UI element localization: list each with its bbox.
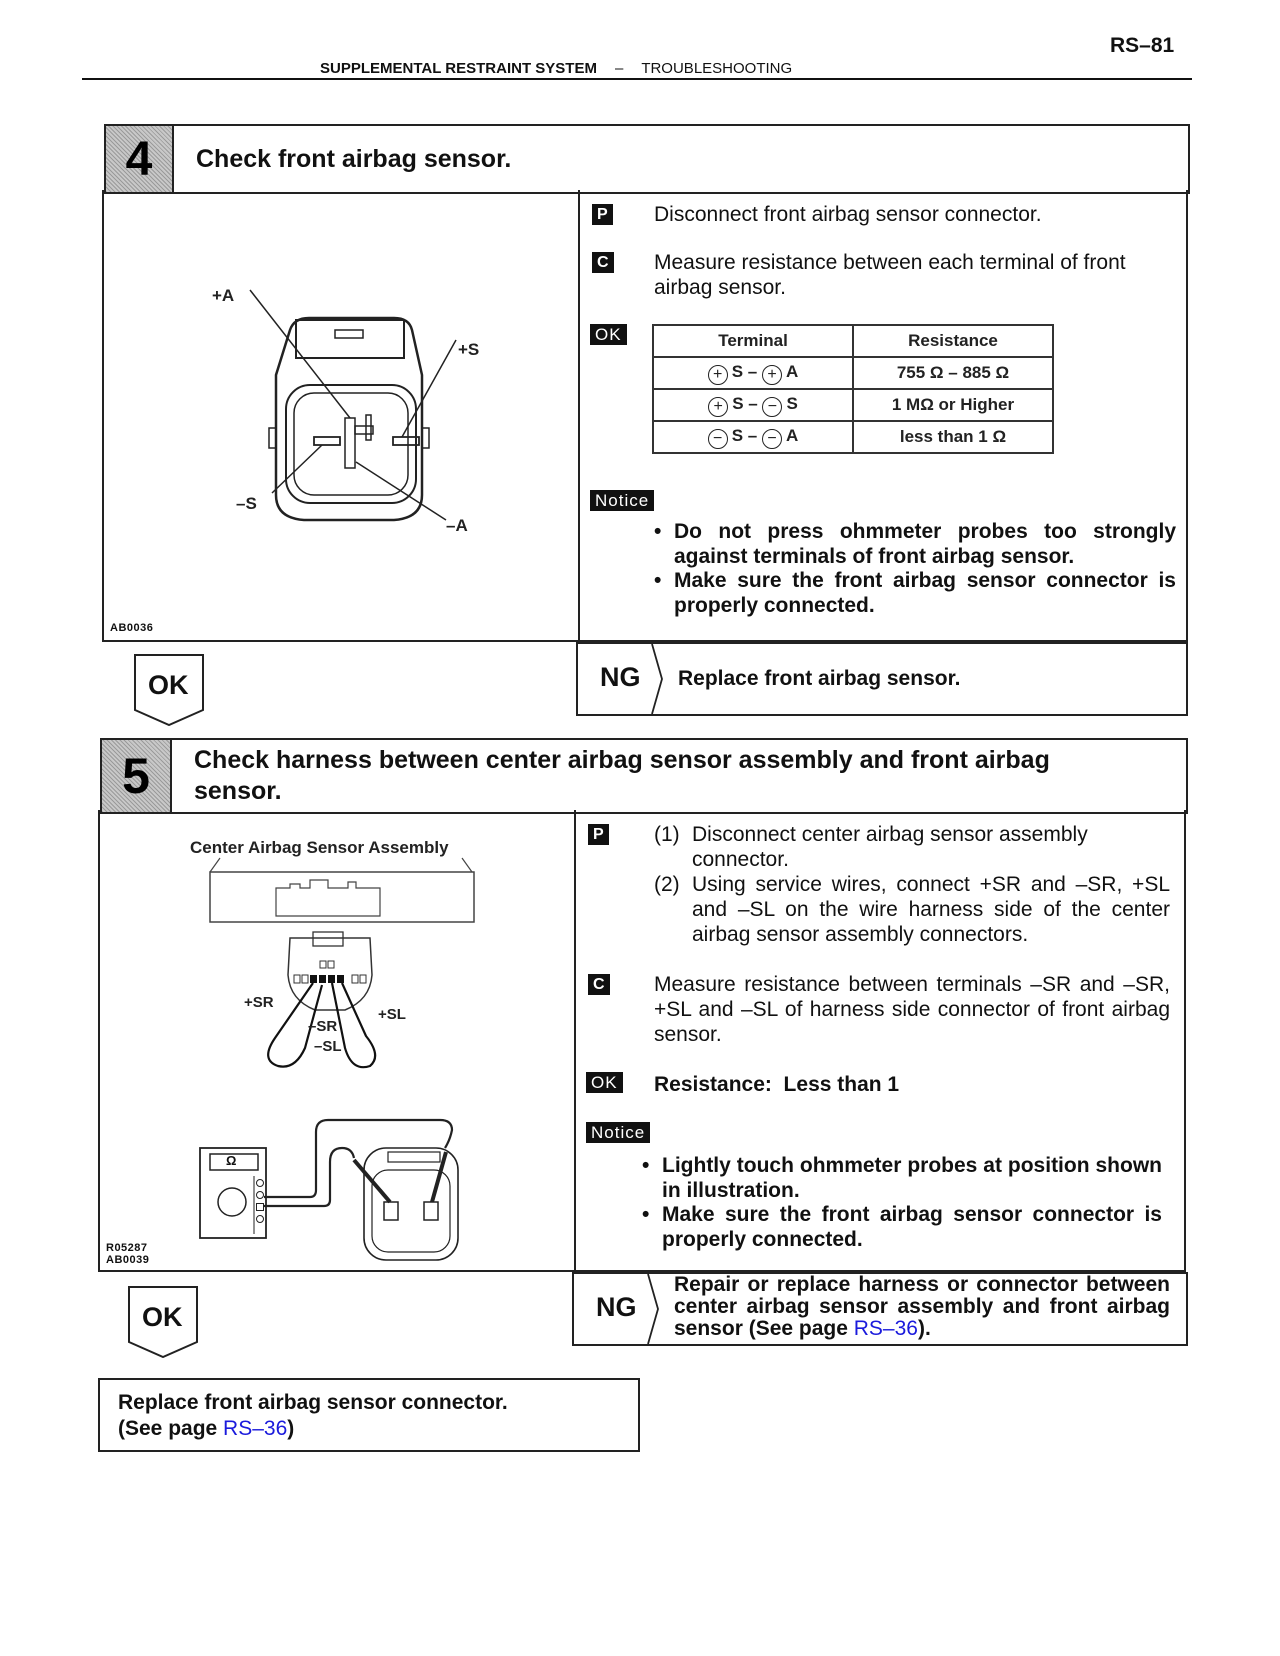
ng-action-end: ). xyxy=(917,1317,931,1340)
page-number: RS–81 xyxy=(1110,34,1175,57)
final-action-line1: Replace front airbag sensor connector. xyxy=(118,1391,508,1414)
ng-action-text: Repair or replace harness or connector between center airbag sensor assembly and front airbag sensor (See page xyxy=(674,1273,1170,1340)
ok-tag: OK xyxy=(586,1072,623,1093)
step4-number xyxy=(106,126,174,192)
ok-tag: OK xyxy=(590,324,627,345)
prep-item-text: Using service wires, connect +SR and –SR, +SL and –SL on the wire harness side of the center airbag sensor assembly connectors. xyxy=(692,873,1170,946)
step4-title-bar xyxy=(104,124,1190,194)
notice-item: • Lightly touch ohmmeter probes at position shown in illustration. xyxy=(640,1154,1162,1203)
figure-caption: Center Airbag Sensor Assembly xyxy=(190,838,449,857)
terminal-name: S xyxy=(731,425,744,445)
figure-code-1: R05287 xyxy=(106,1242,148,1254)
label-plus-sr: +SR xyxy=(244,994,274,1011)
separator: – xyxy=(614,60,624,77)
prep-tag: P xyxy=(592,204,613,225)
label-minus-sr: –SR xyxy=(308,1018,338,1035)
subsection-title: TROUBLESHOOTING xyxy=(641,60,793,77)
label-minus-a: –A xyxy=(446,516,468,535)
step4-ok-label: OK xyxy=(148,670,189,700)
notice-item: • Make sure the front airbag sensor connector is properly connected. xyxy=(640,1203,1162,1252)
ok-spec: Resistance: Less than 1 xyxy=(654,1073,900,1096)
terminal-name: A xyxy=(786,361,799,381)
resistance-table xyxy=(652,324,1054,454)
terminal-cell xyxy=(653,357,853,389)
dash: – xyxy=(747,361,758,381)
page-link-rs36[interactable]: RS–36 xyxy=(223,1417,288,1440)
connector-diagram xyxy=(104,190,578,640)
table-header-row xyxy=(653,325,1053,357)
step4-number-text: 4 xyxy=(125,132,153,186)
prep-item xyxy=(654,822,1170,872)
step4-figure-panel xyxy=(102,190,580,642)
polarity-icon: − xyxy=(708,429,728,449)
step5-number-text: 5 xyxy=(122,748,150,804)
terminal-cell xyxy=(653,421,853,453)
step5-title: Check harness between center airbag sensor assembly and front airbag sensor. xyxy=(194,746,1050,805)
terminal-name: S xyxy=(732,393,744,413)
col-terminal: Terminal xyxy=(653,325,853,357)
dash: – xyxy=(747,425,758,445)
figure-code-2: AB0039 xyxy=(106,1254,150,1266)
notice-tag: Notice xyxy=(590,490,654,511)
resistance-cell: less than 1 Ω xyxy=(853,421,1053,453)
step4-ng-box xyxy=(576,642,1188,716)
section-title: SUPPLEMENTAL RESTRAINT SYSTEM xyxy=(320,60,597,77)
step5-instructions-panel xyxy=(572,810,1186,1272)
check-text: Measure resistance between terminals –SR and –SR, +SL and –SL of harness side connector of front airbag sensor. xyxy=(654,973,1170,1046)
terminal-name: S xyxy=(786,393,798,413)
final-action-line2 xyxy=(118,1416,294,1441)
label-minus-sl: –SL xyxy=(314,1038,342,1055)
ng-action: Replace front airbag sensor. xyxy=(678,667,961,690)
notice-item: • Do not press ohmmeter probes too strongly against terminals of front airbag sensor. xyxy=(652,520,1176,569)
label-plus-sl: +SL xyxy=(378,1006,406,1023)
label-plus-a: +A xyxy=(212,286,235,305)
label-plus-s: +S xyxy=(458,340,480,359)
closing-paren: ) xyxy=(287,1417,295,1440)
resistance-cell: 1 MΩ or Higher xyxy=(853,389,1053,421)
ng-chevron-icon xyxy=(646,1274,662,1344)
check-tag: C xyxy=(588,974,610,995)
prep-item-text: Disconnect center airbag sensor assembly connector. xyxy=(692,823,1088,871)
table-row xyxy=(653,389,1053,421)
prep-tag: P xyxy=(588,824,609,845)
final-action-box xyxy=(98,1378,640,1452)
see-page-text: (See page xyxy=(118,1417,224,1440)
prep-item-number: (1) xyxy=(654,823,680,846)
dash: – xyxy=(748,393,758,413)
ng-action xyxy=(674,1274,1170,1340)
polarity-icon: + xyxy=(762,365,782,385)
running-head xyxy=(320,60,792,77)
step5-figure-panel xyxy=(98,810,576,1272)
col-resistance: Resistance xyxy=(853,325,1053,357)
step5-ok-label: OK xyxy=(142,1302,183,1332)
notice-list xyxy=(640,1154,1162,1252)
prep-item-number: (2) xyxy=(654,873,680,896)
ng-label: NG xyxy=(600,662,641,692)
header-rule xyxy=(82,78,1192,80)
notice-list xyxy=(652,520,1176,618)
step4-instructions-panel xyxy=(576,190,1188,642)
ng-chevron-icon xyxy=(650,644,666,714)
polarity-icon: + xyxy=(708,397,728,417)
terminal-name: S xyxy=(731,361,744,381)
table-row xyxy=(653,421,1053,453)
notice-tag: Notice xyxy=(586,1122,650,1143)
prep-text: Disconnect front airbag sensor connector. xyxy=(654,203,1042,226)
terminal-cell xyxy=(653,389,853,421)
step5-ng-box xyxy=(572,1272,1188,1346)
prep-item xyxy=(654,872,1170,947)
step5-title-bar xyxy=(100,738,1188,814)
label-minus-s: –S xyxy=(236,494,257,513)
page-link-rs36[interactable]: RS–36 xyxy=(853,1317,918,1340)
check-text: Measure resistance between each terminal of front airbag sensor. xyxy=(654,251,1126,299)
step5-number xyxy=(102,740,172,812)
resistance-cell: 755 Ω – 885 Ω xyxy=(853,357,1053,389)
figure-code: AB0036 xyxy=(110,622,154,634)
terminal-name: A xyxy=(786,425,799,445)
check-tag: C xyxy=(592,252,614,273)
ng-label: NG xyxy=(596,1292,637,1322)
polarity-icon: + xyxy=(708,365,728,385)
polarity-icon: − xyxy=(762,429,782,449)
step4-title: Check front airbag sensor. xyxy=(196,144,512,173)
polarity-icon: − xyxy=(762,397,782,417)
ohm-symbol-icon: Ω xyxy=(226,1153,237,1168)
table-row xyxy=(653,357,1053,389)
notice-item: • Make sure the front airbag sensor connector is properly connected. xyxy=(652,569,1176,618)
